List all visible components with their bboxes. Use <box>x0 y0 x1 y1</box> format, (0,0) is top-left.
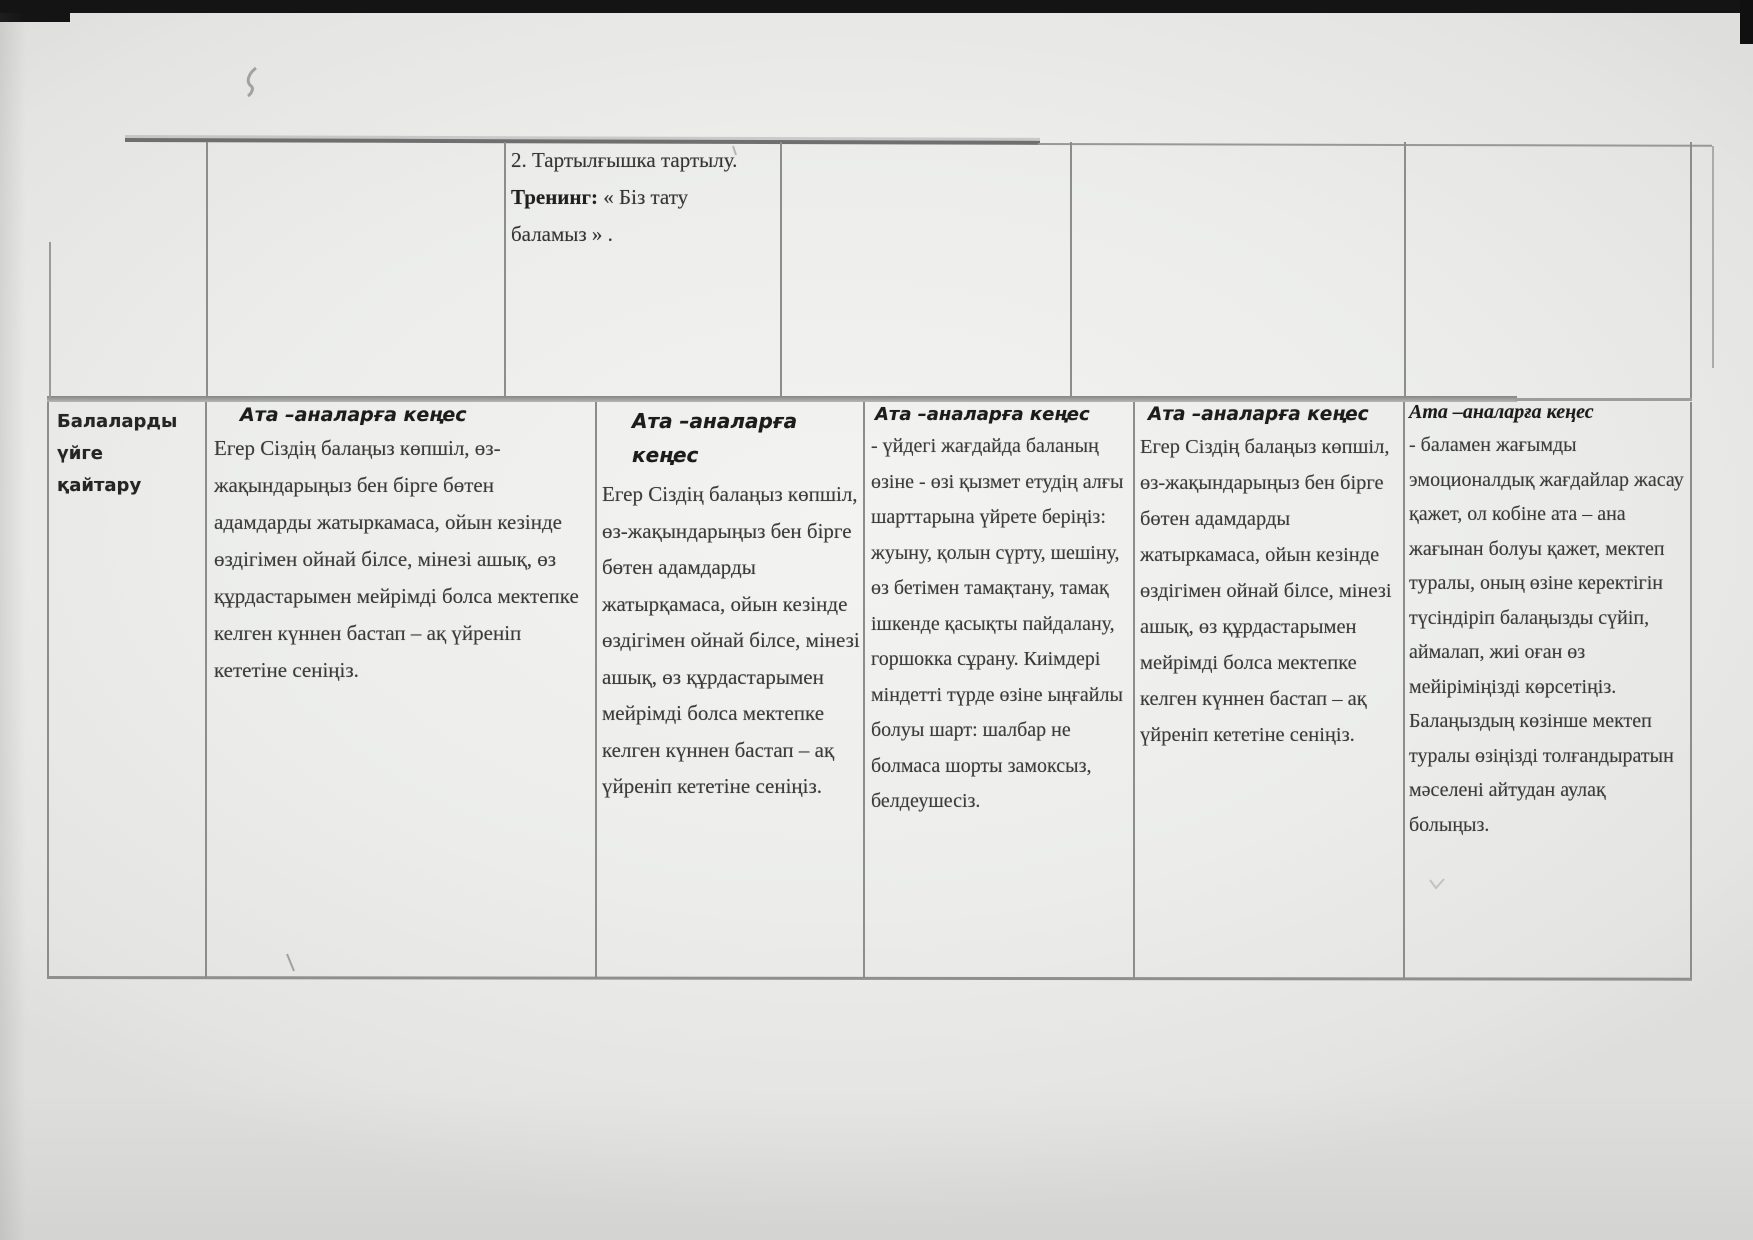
scan-shadow-left <box>0 13 26 1240</box>
scan-edge-top <box>0 0 1753 13</box>
advice-body: - үйдегі жағдайда баланың өзіне - өзі қызмет етудің алғы шарттарына үйрете беріңіз: жуыну, қолын сүрту, шешіну, өз бетімен тамақтану, тамақ ішкенде қасықты пайдалану, горшокка сұрану. Киімдері міндетті түрде өзіне ыңғайлы болуы шарт: шалбар не болмаса шорты замоксыз, белдеушесіз. <box>871 435 1124 812</box>
pen-mark-top-left <box>240 62 266 102</box>
table-vline <box>1070 142 1072 398</box>
advice-column-3 <box>871 404 1127 820</box>
table-vline <box>205 402 207 978</box>
training-label: Тренинг: <box>511 185 599 209</box>
advice-header: Ата –аналарға кеңес <box>1409 401 1594 423</box>
pen-mark-bottom-left <box>283 952 299 974</box>
advice-column-2 <box>602 404 860 805</box>
activity-item: 2. Тартылғышка тартылу. <box>511 148 738 172</box>
advice-body: - баламен жағымды эмоционалдық жағдайлар жасау қажет, ол кобіне ата – ана жағынан болуы қажет, мектеп туралы, оның өзіне керектігін түсіндіріп балаңызды сүйіп, аймалап, жиі оған өз мейіріміңізді көрсетіңіз. Балаңыздың көзінше мектеп туралы өзіңізді толғандыратын мәселені айтудан аулақ болыңыз. <box>1409 434 1684 836</box>
table-vline <box>1690 402 1692 978</box>
advice-body: Егер Сіздің балаңыз көпшіл, өз-жақындарыңыз бен бірге бөтен адамдарды жатыркамаса, ойын кезінде өздігімен ойнай білсе, мінезі ашық, өз құрдастарымен мейрімді болса мектепке келген күннен бастап – ақ үйреніп кететіне сеніңіз. <box>1140 436 1392 746</box>
scan-shadow-bottom <box>0 1090 1753 1240</box>
table-vline <box>863 402 865 978</box>
table-vline <box>1403 402 1405 978</box>
training-quote: « Біз тату баламыз » . <box>511 185 689 246</box>
table-vline <box>47 402 49 978</box>
table-vline <box>206 142 208 398</box>
table-vline-outer-right <box>1712 146 1714 368</box>
table-border-bottom <box>47 976 1692 981</box>
advice-column-4 <box>1140 404 1398 753</box>
advice-column-5 <box>1409 401 1687 842</box>
table-border-left-partial <box>49 242 51 398</box>
table-border-top-thin <box>1038 143 1712 147</box>
table-vline <box>1690 142 1692 398</box>
table-vline <box>780 142 782 398</box>
advice-header: Ата –аналарға кеңес <box>1148 404 1369 425</box>
advice-body: Егер Сіздің балаңыз көпшіл, өз-жақындарыңыз бен бірге бөтен адамдарды жатырқамаса, ойын кезінде өздігімен ойнай білсе, мінезі ашық, өз құрдастарымен мейрімді болса мектепке келген күннен бастап – ақ үйреніп кететіне сеніңіз. <box>602 482 860 798</box>
activity-cell <box>511 142 753 253</box>
advice-body: Егер Сіздің балаңыз көпшіл, өз-жақындарыңыз бен бірге бөтен адамдарды жатыркамаса, ойын кезінде өздігімен ойнай білсе, мінезі ашық, өз құрдастарымен мейрімді болса мектепке келген күннен бастап – ақ үйреніп кететіне сеніңіз. <box>214 436 579 682</box>
table-vline <box>1133 402 1135 978</box>
activity-training-line <box>511 179 753 253</box>
row-header-cell: Балаларды үйге қайтару <box>57 411 178 496</box>
table-vline <box>1404 142 1406 398</box>
advice-header: Ата –аналарға кеңес <box>632 409 798 467</box>
advice-header: Ата –аналарға кеңес <box>240 404 467 426</box>
pen-mark-check <box>1428 876 1448 892</box>
table-row-divider-thick <box>47 396 1517 402</box>
advice-header: Ата –аналарға кеңес <box>875 404 1090 425</box>
table-vline <box>504 142 506 398</box>
advice-column-1 <box>214 404 596 689</box>
scan-edge-corner-right <box>1740 0 1753 44</box>
